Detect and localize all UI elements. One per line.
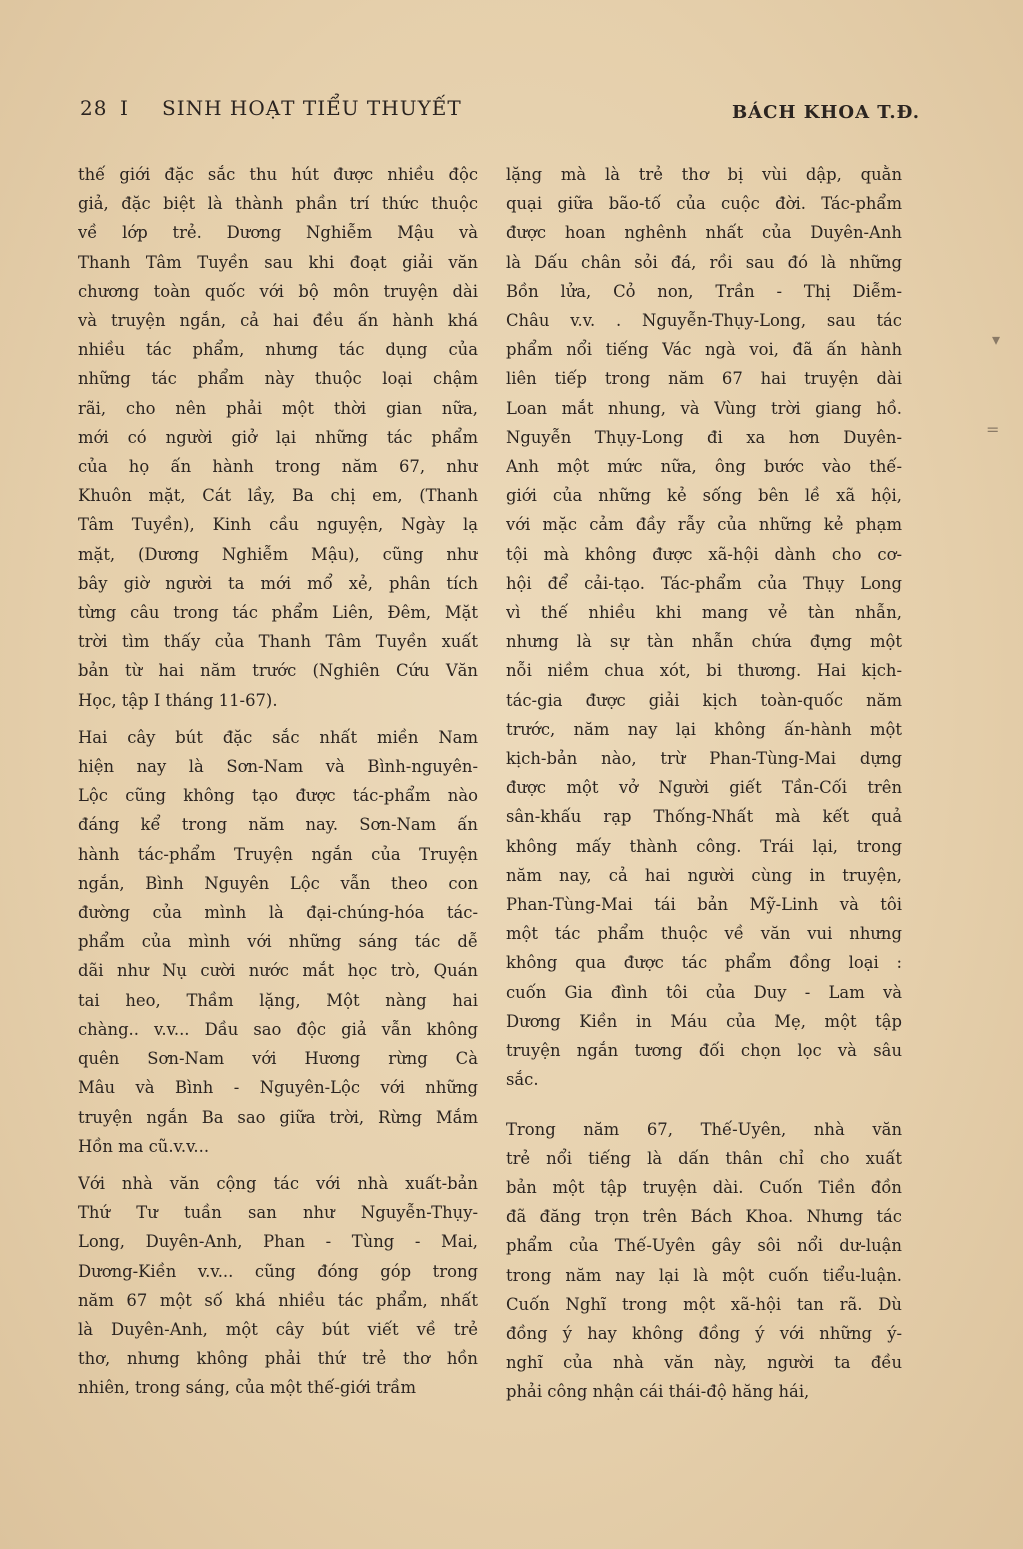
text-line: rãi, cho nên phải một thời gian nữa, — [78, 398, 478, 418]
text-line: quên Sơn-Nam với Hương rừng Cà — [78, 1049, 478, 1069]
text-line: Tâm Tuyền), Kinh cầu nguyện, Ngày lạ — [78, 515, 478, 535]
text-line: một tác phẩm thuộc về văn vui nhưng — [506, 924, 902, 944]
paragraph-gap — [78, 1161, 478, 1169]
text-line: đồng ý hay không đồng ý với những ý- — [506, 1323, 902, 1343]
right-column — [506, 160, 902, 1407]
page-header — [80, 96, 920, 132]
text-line: không qua được tác phẩm đồng loại : — [506, 953, 902, 973]
text-line: quại giữa bão-tố của cuộc đời. Tác-phẩm — [506, 194, 902, 214]
text-line: trước, năm nay lại không ấn-hành một — [506, 719, 902, 739]
text-line: Long, Duyên-Anh, Phan - Tùng - Mai, — [78, 1232, 478, 1252]
text-line: dãi như Nụ cười nước mắt học trò, Quán — [78, 961, 478, 981]
text-line: Dương Kiền in Máu của Mẹ, một tập — [506, 1011, 902, 1031]
text-line: Thanh Tâm Tuyền sau khi đoạt giải văn — [78, 252, 478, 272]
text-line: trẻ nổi tiếng là dấn thân chỉ cho xuất — [506, 1148, 902, 1168]
text-line: năm 67 một số khá nhiều tác phẩm, nhất — [78, 1290, 478, 1310]
text-line: nghĩ của nhà văn này, người ta đều — [506, 1353, 902, 1373]
text-line: nỗi niềm chua xót, bi thương. Hai kịch- — [506, 661, 902, 681]
text-line: Dương-Kiền v.v... cũng đóng góp trong — [78, 1261, 478, 1281]
text-line: kịch-bản nào, trừ Phan-Tùng-Mai dựng — [506, 749, 902, 769]
text-line: Hồn ma cũ.v.v... — [78, 1136, 210, 1156]
text-line: sắc. — [506, 1070, 539, 1090]
text-line: phải công nhận cái thái-độ hăng hái, — [506, 1382, 810, 1402]
text-line: Học, tập I tháng 11-67). — [78, 690, 278, 710]
text-line: thế giới đặc sắc thu hút được nhiều độc — [78, 165, 478, 184]
text-line: Loan mắt nhung, và Vùng trời giang hồ. — [506, 398, 902, 418]
text-line: phẩm của mình với những sáng tác dễ — [78, 932, 478, 952]
text-line: những tác phẩm này thuộc loại chậm — [78, 369, 478, 389]
text-line: trong năm nay lại là một cuốn tiểu-luận. — [506, 1265, 902, 1285]
text-line: tác-gia được giải kịch toàn-quốc năm — [506, 690, 902, 710]
text-line: Phan-Tùng-Mai tái bản Mỹ-Linh và tôi — [506, 895, 902, 915]
text-line: không mấy thành công. Trái lại, trong — [506, 836, 902, 856]
paragraph-gap — [506, 1095, 902, 1115]
text-line: được hoan nghênh nhất của Duyên-Anh — [506, 223, 902, 243]
paragraph-gap — [78, 715, 478, 723]
text-line: Nguyễn Thụy-Long đi xa hơn Duyên- — [506, 427, 902, 447]
text-line: chương toàn quốc với bộ môn truyện dài — [78, 281, 478, 301]
text-line: đáng kể trong năm nay. Sơn-Nam ấn — [78, 815, 478, 835]
text-line: tai heo, Thầm lặng, Một nàng hai — [78, 990, 478, 1010]
text-line: mới có người giở lại những tác phẩm — [78, 427, 478, 447]
text-line: với mặc cảm đầy rẫy của những kẻ phạm — [506, 515, 902, 535]
text-line: Mâu và Bình - Nguyên-Lộc với những — [78, 1078, 478, 1098]
text-line: bản một tập truyện dài. Cuốn Tiền đồn — [506, 1177, 902, 1197]
text-line: hội để cải-tạo. Tác-phẩm của Thụy Long — [506, 573, 902, 593]
text-line: cuốn Gia đình tôi của Duy - Lam và — [506, 982, 902, 1002]
text-line: hành tác-phẩm Truyện ngắn của Truyện — [78, 844, 478, 864]
left-column — [78, 160, 478, 1403]
text-line: thơ, nhưng không phải thứ trẻ thơ hồn — [78, 1349, 478, 1369]
text-line: truyện ngắn tương đối chọn lọc và sâu — [506, 1041, 902, 1061]
text-line: vì thế nhiều khi mang vẻ tàn nhẫn, — [506, 603, 902, 623]
text-line: giả, đặc biệt là thành phần trí thức thuộc — [78, 194, 478, 214]
text-line: lặng mà là trẻ thơ bị vùi dập, quằn — [506, 165, 902, 184]
text-line: là Duyên-Anh, một cây bút viết về trẻ — [78, 1319, 478, 1339]
text-line: Lộc cũng không tạo được tác-phẩm nào — [78, 786, 478, 806]
text-line: tội mà không được xã-hội dành cho cơ- — [506, 544, 902, 564]
margin-mark: ▾ — [992, 330, 1001, 349]
text-line: truyện ngắn Ba sao giữa trời, Rừng Mắm — [78, 1107, 478, 1127]
text-line: đã đăng trọn trên Bách Khoa. Nhưng tác — [506, 1207, 902, 1227]
text-line: Khuôn mặt, Cát lầy, Ba chị em, (Thanh — [78, 486, 478, 506]
section-title: SINH HOẠT TIỂU THUYẾT — [162, 96, 462, 120]
text-line: Trong năm 67, Thế-Uyên, nhà văn — [506, 1119, 902, 1139]
text-line: Thứ Tư tuần san như Nguyễn-Thụy- — [78, 1203, 478, 1223]
text-line: Châu v.v. . Nguyễn-Thụy-Long, sau tác — [506, 311, 902, 331]
page-number: 28 — [80, 96, 108, 120]
text-line: bản từ hai năm trước (Nghiên Cứu Văn — [78, 661, 478, 681]
journal-title: BÁCH KHOA T.Đ. — [731, 102, 920, 123]
text-line: Với nhà văn cộng tác với nhà xuất-bản — [78, 1173, 478, 1193]
text-line: bây giờ người ta mới mổ xẻ, phân tích — [78, 573, 478, 593]
text-line: đường của mình là đại-chúng-hóa tác- — [78, 903, 478, 923]
text-line: hiện nay là Sơn-Nam và Bình-nguyên- — [78, 757, 478, 777]
text-line: năm nay, cả hai người cùng in truyện, — [506, 865, 902, 885]
text-line: của họ ấn hành trong năm 67, như — [78, 457, 478, 477]
text-line: giới của những kẻ sống bên lề xã hội, — [506, 486, 902, 506]
text-line: chàng.. v.v... Dầu sao độc giả vẫn không — [78, 1019, 478, 1039]
text-line: ngắn, Bình Nguyên Lộc vẫn theo con — [78, 873, 478, 893]
text-line: nhưng là sự tàn nhẫn chứa đựng một — [506, 632, 902, 652]
text-line: được một vở Người giết Tần-Cối trên — [506, 778, 902, 798]
text-line: và truyện ngắn, cả hai đều ấn hành khá — [78, 311, 478, 331]
text-line: là Dấu chân sỏi đá, rồi sau đó là những — [506, 252, 902, 272]
text-line: phẩm của Thế-Uyên gây sôi nổi dư-luận — [506, 1236, 902, 1256]
text-line: nhiên, trong sáng, của một thế-giới trầm — [78, 1378, 416, 1398]
text-line: từng câu trong tác phẩm Liên, Đêm, Mặt — [78, 603, 478, 623]
text-line: Hai cây bút đặc sắc nhất miền Nam — [78, 727, 478, 747]
text-line: trời tìm thấy của Thanh Tâm Tuyền xuất — [78, 632, 478, 652]
header-separator: I — [120, 96, 129, 120]
text-line: Bồn lửa, Cỏ non, Trần - Thị Diễm- — [506, 281, 902, 301]
text-line: Anh một mức nữa, ông bước vào thế- — [506, 457, 902, 477]
text-line: phẩm nổi tiếng Vác ngà voi, đã ấn hành — [506, 340, 902, 360]
text-line: về lớp trẻ. Dương Nghiễm Mậu và — [78, 223, 478, 243]
text-line: sân-khấu rạp Thống-Nhất mà kết quả — [506, 807, 902, 827]
margin-mark: = — [986, 420, 1000, 439]
text-line: Cuốn Nghĩ trong một xã-hội tan rã. Dù — [506, 1294, 902, 1314]
text-line: liên tiếp trong năm 67 hai truyện dài — [506, 369, 902, 389]
text-line: nhiều tác phẩm, nhưng tác dụng của — [78, 340, 478, 360]
text-line: mặt, (Dương Nghiễm Mậu), cũng như — [78, 544, 478, 564]
